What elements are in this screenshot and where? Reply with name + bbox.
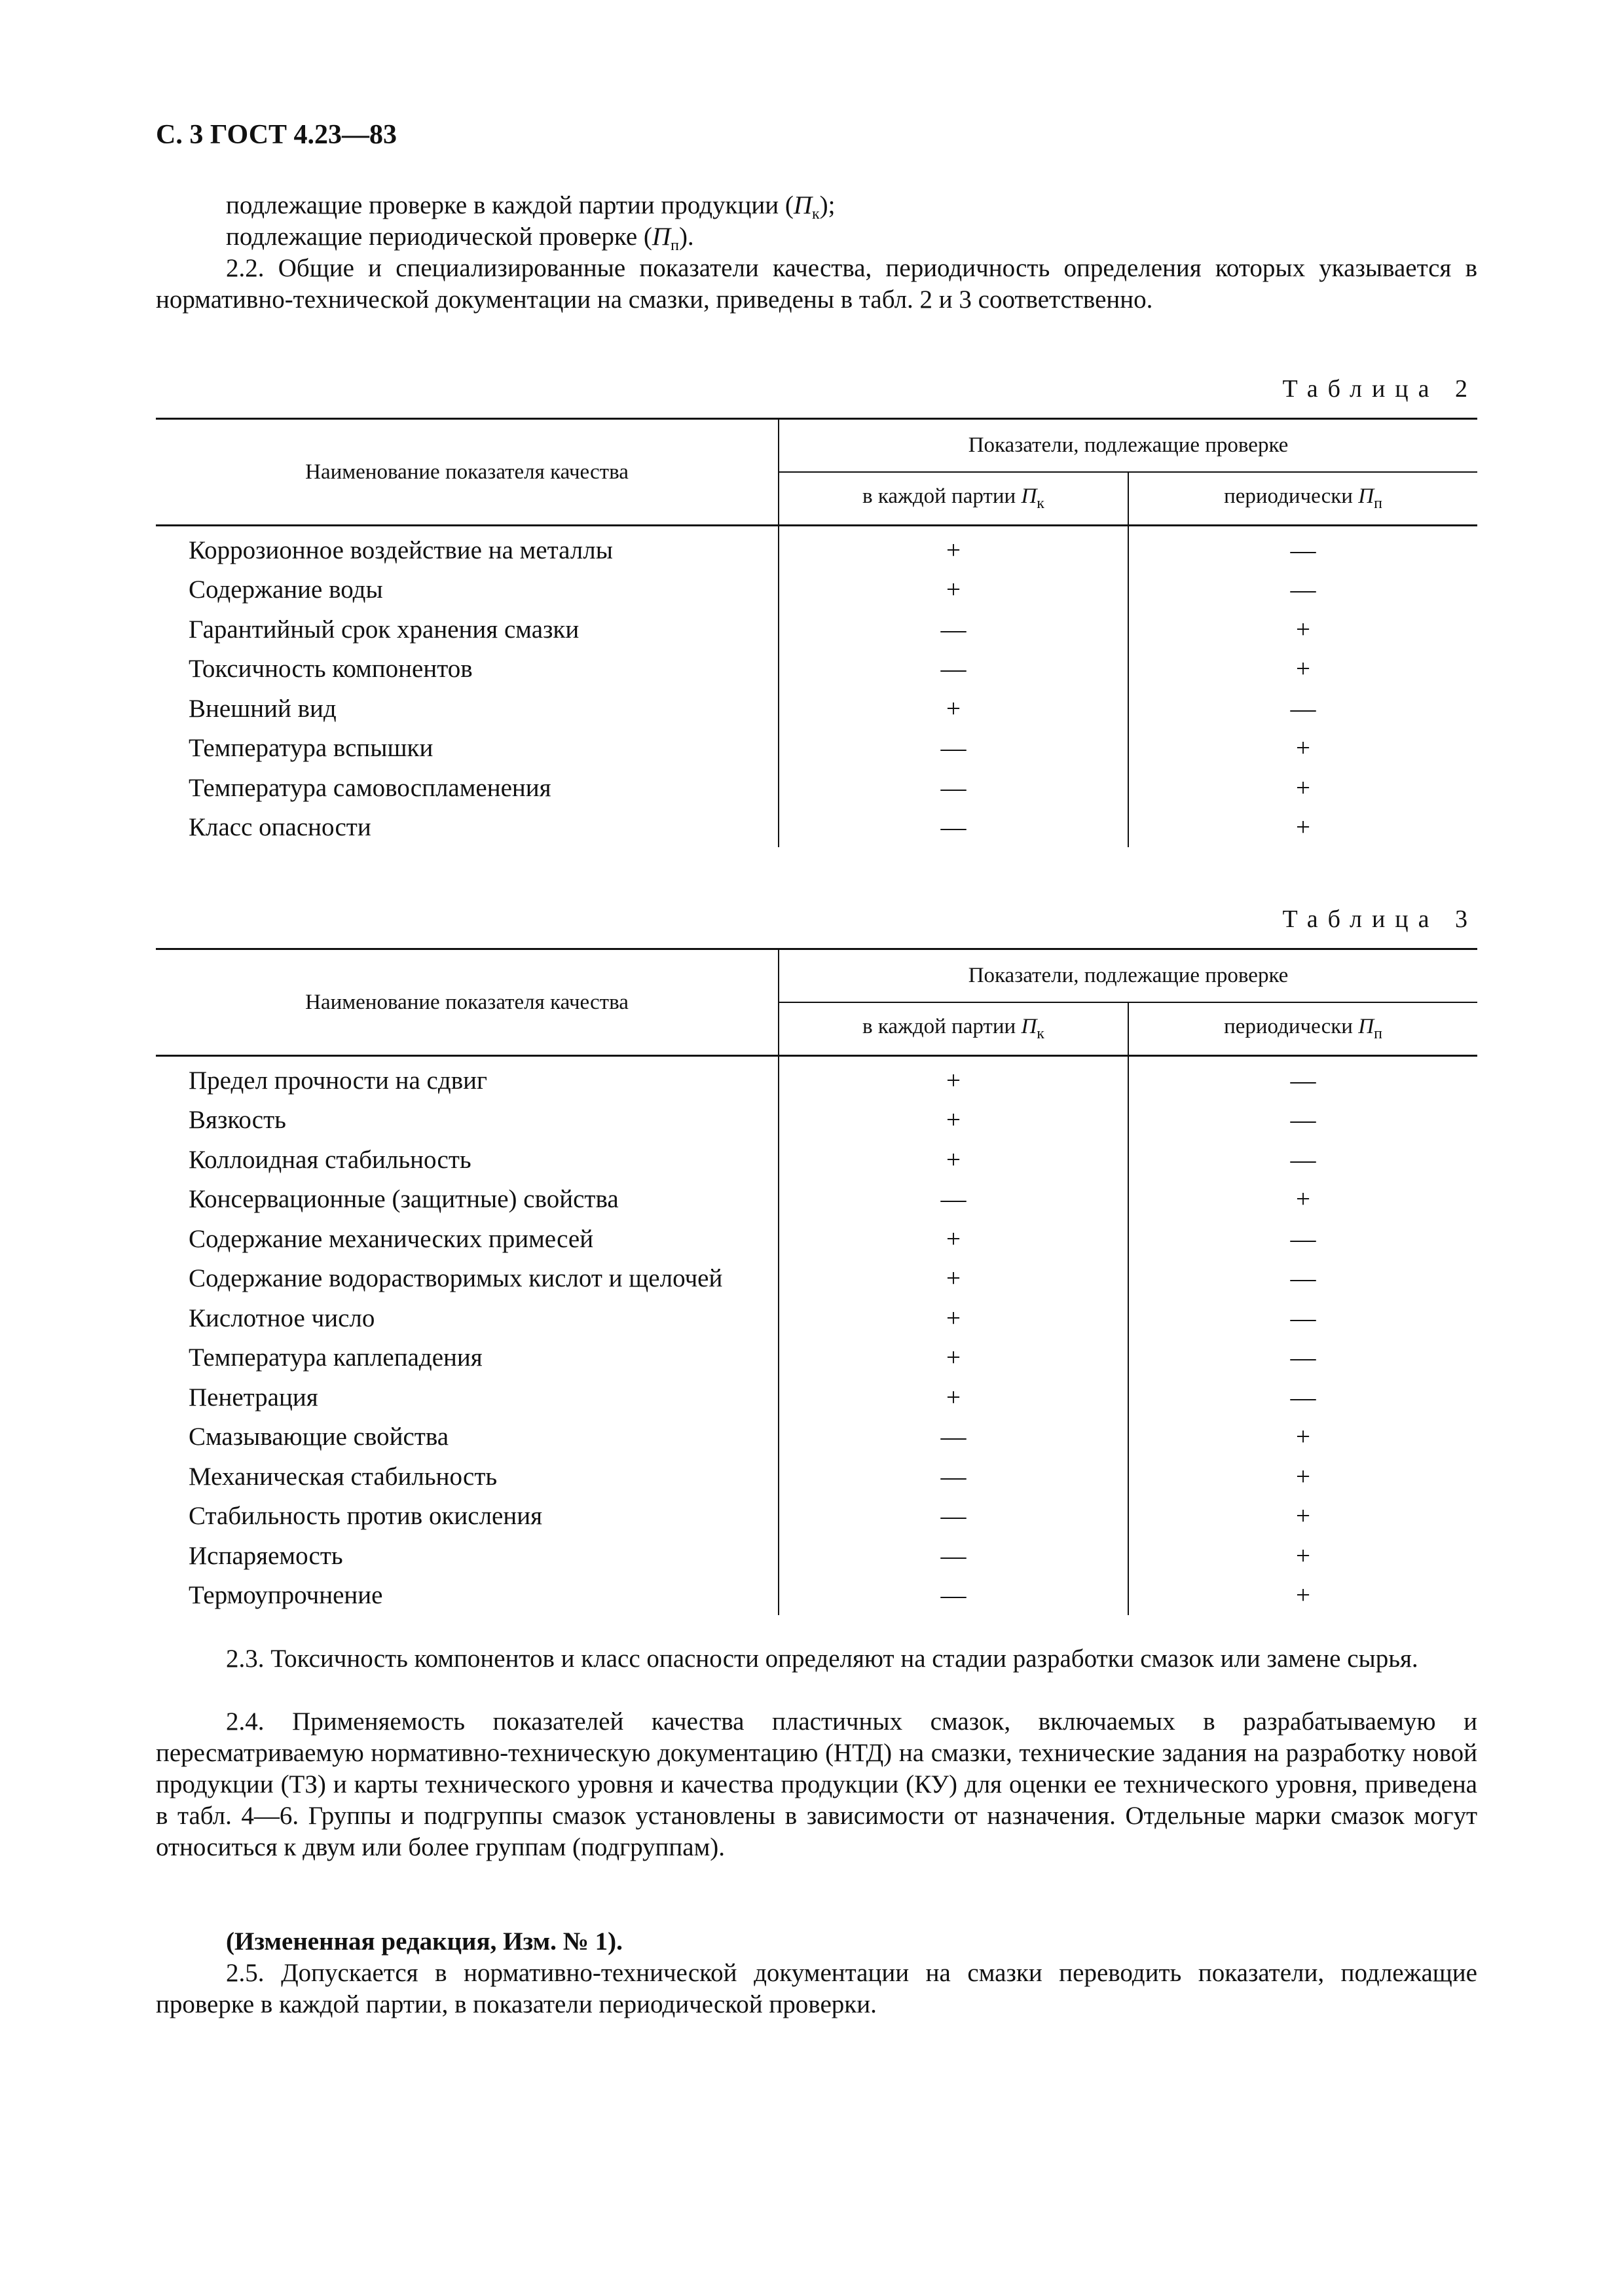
symbol-p: П — [1021, 484, 1037, 508]
row-name: Механическая стабильность — [156, 1457, 779, 1497]
row-each-batch-mark: + — [779, 1101, 1128, 1140]
row-periodic-mark: — — [1290, 1264, 1316, 1293]
paragraph-2-3: 2.3. Токсичность компонентов и класс опасности определяют на стадии разработки смазок или замене сырья. — [226, 1645, 1418, 1673]
row-name: Внешний вид — [156, 689, 779, 729]
subscript: к — [812, 206, 820, 223]
row-each-batch-mark: — — [779, 1497, 1128, 1537]
symbol-p: П — [1358, 1015, 1374, 1038]
row-each-batch-mark: + — [779, 526, 1128, 570]
row-name: Содержание воды — [156, 570, 779, 610]
intro-line-1-text: подлежащие проверке в каждой партии продукции ( — [226, 191, 794, 219]
row-each-batch-mark: — — [779, 649, 1128, 689]
row-name: Консервационные (защитные) свойства — [156, 1180, 779, 1220]
row-each-batch-mark: — — [779, 768, 1128, 808]
row-name: Предел прочности на сдвиг — [156, 1056, 779, 1101]
table-row — [156, 1298, 1477, 1338]
table-row — [156, 1417, 1477, 1457]
row-each-batch-mark: + — [779, 1338, 1128, 1378]
row-each-batch-mark: + — [779, 1298, 1128, 1338]
row-name: Температура каплепадения — [156, 1338, 779, 1378]
row-periodic-mark: + — [1296, 615, 1310, 644]
intro-line-2-text: подлежащие периодической проверке ( — [226, 223, 652, 251]
row-periodic-mark: — — [1290, 1106, 1316, 1135]
table-row — [156, 808, 1477, 848]
row-periodic-mark: + — [1296, 1462, 1310, 1491]
column-header-each-batch-text: в каждой партии — [862, 1015, 1022, 1038]
row-periodic-mark: — — [1290, 1343, 1316, 1372]
row-each-batch-mark: — — [779, 729, 1128, 769]
page-header: С. 3 ГОСТ 4.23—83 — [156, 120, 397, 150]
symbol-p: П — [1021, 1015, 1037, 1038]
intro-line-2-end: ). — [678, 223, 694, 251]
row-name: Кислотное число — [156, 1298, 779, 1338]
row-name: Стабильность против окисления — [156, 1497, 779, 1537]
table-row — [156, 1377, 1477, 1417]
table-row — [156, 1497, 1477, 1537]
table-row — [156, 1576, 1477, 1616]
symbol-p: П — [652, 223, 671, 251]
subscript: п — [1374, 495, 1382, 512]
row-name: Коррозионное воздействие на металлы — [156, 526, 779, 570]
row-periodic-mark: — — [1290, 1303, 1316, 1332]
row-name: Содержание механических примесей — [156, 1219, 779, 1259]
row-name: Смазывающие свойства — [156, 1417, 779, 1457]
intro-line-1-end: ); — [819, 191, 836, 219]
column-header-group: Показатели, подлежащие проверке — [779, 949, 1477, 1003]
row-periodic-mark: + — [1296, 1502, 1310, 1531]
row-periodic-mark: + — [1296, 1423, 1310, 1451]
table-row — [156, 649, 1477, 689]
row-each-batch-mark: — — [779, 610, 1128, 649]
row-name: Температура самовоспламенения — [156, 768, 779, 808]
symbol-p: П — [793, 191, 812, 219]
row-periodic-mark: + — [1296, 813, 1310, 842]
row-name: Коллоидная стабильность — [156, 1140, 779, 1180]
row-periodic-mark: — — [1290, 536, 1316, 564]
row-each-batch-mark: + — [779, 1377, 1128, 1417]
row-periodic-mark: — — [1290, 1224, 1316, 1253]
column-header-periodic — [1128, 1002, 1477, 1056]
row-each-batch-mark: + — [779, 1140, 1128, 1180]
row-periodic-mark: — — [1290, 575, 1316, 604]
subscript: п — [671, 237, 679, 254]
table-row — [156, 768, 1477, 808]
row-periodic-mark: + — [1296, 1581, 1310, 1610]
table-row — [156, 610, 1477, 649]
table-row — [156, 1180, 1477, 1220]
row-each-batch-mark: + — [779, 1259, 1128, 1299]
table-3 — [156, 948, 1477, 1615]
row-periodic-mark: + — [1296, 1541, 1310, 1570]
paragraph-2-4: 2.4. Применяемость показателей качества пластичных смазок, включаемых в разрабатываемую и пересматриваемую нормативно-техническую документацию (НТД) на смазки, технические задания на разработку новой продукции (ТЗ) и карты технического уровня и качества продукции (КУ) для оценки ее технического уровня, приведена в табл. 4—6. Группы и подгруппы смазок установлены в зависимости от назначения. Отдельные марки смазок могут относиться к двум или более группам (подгруппам). — [156, 1707, 1477, 1861]
table-row — [156, 1259, 1477, 1299]
table-2-caption: Таблица 2 — [1282, 375, 1477, 403]
row-each-batch-mark: + — [779, 1056, 1128, 1101]
table-row — [156, 689, 1477, 729]
row-each-batch-mark: — — [779, 1576, 1128, 1616]
row-each-batch-mark: + — [779, 689, 1128, 729]
row-each-batch-mark: + — [779, 1219, 1128, 1259]
row-periodic-mark: — — [1290, 1383, 1316, 1412]
row-name: Термоупрочнение — [156, 1576, 779, 1616]
row-name: Испаряемость — [156, 1536, 779, 1576]
subscript: к — [1037, 1025, 1044, 1042]
column-header-each-batch — [779, 472, 1128, 526]
table-row — [156, 1338, 1477, 1378]
table-2 — [156, 418, 1477, 847]
row-periodic-mark: + — [1296, 1185, 1310, 1214]
subscript: к — [1037, 495, 1044, 512]
row-periodic-mark: + — [1296, 655, 1310, 683]
amendment-note: (Измененная редакция, Изм. № 1). — [226, 1927, 623, 1956]
table-row — [156, 1101, 1477, 1140]
column-header-group: Показатели, подлежащие проверке — [779, 419, 1477, 473]
row-name: Содержание водорастворимых кислот и щелочей — [156, 1259, 779, 1299]
row-each-batch-mark: — — [779, 1180, 1128, 1220]
table-row — [156, 729, 1477, 769]
table-3-caption: Таблица 3 — [1282, 905, 1477, 933]
row-periodic-mark: + — [1296, 773, 1310, 802]
row-name: Класс опасности — [156, 808, 779, 848]
row-each-batch-mark: — — [779, 1417, 1128, 1457]
symbol-p: П — [1358, 484, 1374, 508]
column-header-name: Наименование показателя качества — [156, 419, 779, 526]
row-periodic-mark: — — [1290, 1066, 1316, 1095]
table-row — [156, 1536, 1477, 1576]
row-each-batch-mark: + — [779, 570, 1128, 610]
column-header-name: Наименование показателя качества — [156, 949, 779, 1056]
column-header-each-batch — [779, 1002, 1128, 1056]
row-each-batch-mark: — — [779, 808, 1128, 848]
column-header-periodic-text: периодически — [1224, 1015, 1359, 1038]
row-each-batch-mark: — — [779, 1536, 1128, 1576]
row-name: Гарантийный срок хранения смазки — [156, 610, 779, 649]
row-periodic-mark: + — [1296, 734, 1310, 763]
table-row — [156, 1457, 1477, 1497]
row-periodic-mark: — — [1290, 694, 1316, 723]
paragraph-2-2: 2.2. Общие и специализированные показатели качества, периодичность определения которых указывается в нормативно-технической документации на смазки, приведены в табл. 2 и 3 соответственно. — [156, 254, 1477, 314]
row-name: Токсичность компонентов — [156, 649, 779, 689]
column-header-each-batch-text: в каждой партии — [862, 484, 1022, 508]
table-row — [156, 1056, 1477, 1101]
row-each-batch-mark: — — [779, 1457, 1128, 1497]
table-row — [156, 526, 1477, 570]
table-row — [156, 570, 1477, 610]
row-periodic-mark: — — [1290, 1145, 1316, 1174]
paragraph-2-5: 2.5. Допускается в нормативно-технической документации на смазки переводить показатели, подлежащие проверке в каждой партии, в показатели периодической проверки. — [156, 1959, 1477, 2018]
row-name: Вязкость — [156, 1101, 779, 1140]
row-name: Температура вспышки — [156, 729, 779, 769]
row-name: Пенетрация — [156, 1377, 779, 1417]
table-row — [156, 1140, 1477, 1180]
table-row — [156, 1219, 1477, 1259]
column-header-periodic-text: периодически — [1224, 484, 1359, 508]
subscript: п — [1374, 1025, 1382, 1042]
column-header-periodic — [1128, 472, 1477, 526]
